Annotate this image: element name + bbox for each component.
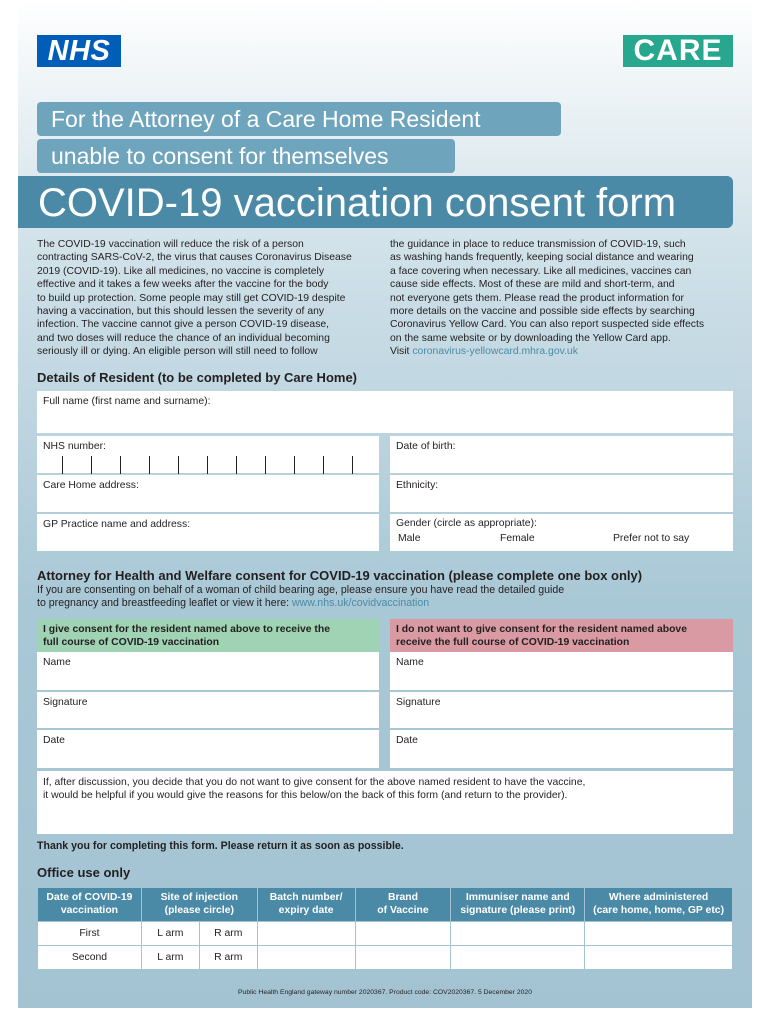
intro-line: seriously ill or dying. An eligible person will still need to follow [37,346,318,358]
reasons-field[interactable] [37,771,733,834]
digit-divider [207,456,208,474]
intro-line: contracting SARS-CoV-2, the virus that causes Coronavirus Disease [37,252,352,264]
left-arm-option[interactable]: L arm [141,922,199,946]
consent-signature-field[interactable] [37,692,379,728]
pregnancy-guidance-line-1: If you are consenting on behalf of a woman of child bearing age, please ensure you have read the detailed guide [37,584,565,596]
intro-line: not everyone gets them. Please read the product information for [390,292,684,304]
dob-field[interactable] [390,436,733,473]
consent-name-label: Name [43,657,71,668]
batch-cell[interactable] [257,922,355,946]
digit-divider [323,456,324,474]
brand-cell[interactable] [355,922,451,946]
header-line-1: For the Attorney of a Care Home Resident [37,102,561,136]
pregnancy-guidance-text: to pregnancy and breastfeeding leaflet or view it here: [37,597,292,609]
no-consent-name-label: Name [396,657,424,668]
intro-line: as washing hands frequently, keeping social distance and wearing [390,252,694,264]
digit-divider [62,456,63,474]
nhs-logo: NHS [37,35,121,67]
digit-divider [236,456,237,474]
consent-signature-label: Signature [43,697,88,708]
give-consent-line-1: I give consent for the resident named above to receive the [43,624,330,635]
no-consent-signature-field[interactable] [390,692,733,728]
digit-divider [91,456,92,474]
table-row [38,922,733,946]
left-arm-option[interactable]: L arm [141,946,199,970]
right-arm-option[interactable]: R arm [199,922,257,946]
intro-line: a face covering when necessary. Like all medicines, vaccines can [390,265,692,277]
intro-line: to build up protection. Some people may still get COVID-19 despite [37,292,346,304]
full-name-label: Full name (first name and surname): [43,396,211,407]
no-consent-signature-label: Signature [396,697,441,708]
nhs-number-digit-boxes [62,456,354,474]
no-consent-line-2: receive the full course of COVID-19 vaccination [396,636,630,648]
ethnicity-label: Ethnicity: [396,480,439,491]
nhs-number-label: NHS number: [43,441,106,452]
col-site-of-injection: Site of injection (please circle) [141,888,257,922]
col-where-administered: Where administered (care home, home, GP etc) [585,888,733,922]
intro-right-column [390,238,732,359]
pregnancy-guidance-line-2 [37,597,429,611]
intro-line: infection. The vaccine cannot give a person COVID-19 disease, [37,319,330,331]
care-home-address-field[interactable] [37,475,379,512]
intro-line: on the same website or by downloading the Yellow Card app. [390,332,671,344]
consent-date-label: Date [43,735,65,746]
attorney-heading: Attorney for Health and Welfare consent for COVID-19 vaccination (please complete one box only) [37,568,643,583]
full-name-field[interactable] [37,391,733,433]
intro-line: and two doses will reduce the chance of an individual becoming [37,332,330,344]
reasons-line-1: If, after discussion, you decide that you do not want to give consent for the above named resident to have the vaccine, [43,777,586,788]
visit-line [390,345,732,358]
intro-line: more details on the vaccine and possible side effects by searching [390,306,695,318]
col-brand: Brand of Vaccine [355,888,451,922]
footer-text: Public Health England gateway number 2020367. Product code: COV2020367. 5 December 2020 [238,989,532,996]
covid-vaccination-link[interactable]: www.nhs.uk/covidvaccination [292,597,430,609]
ethnicity-field[interactable] [390,475,733,512]
gender-option-male[interactable]: Male [398,533,421,544]
intro-line: cause side effects. Most of these are mild and short-term, and [390,279,675,291]
digit-divider [149,456,150,474]
digit-divider [294,456,295,474]
office-use-table [37,887,733,970]
row-label-second: Second [38,946,142,970]
col-date-of-vaccination: Date of COVID-19 vaccination [38,888,142,922]
gender-option-female[interactable]: Female [500,533,535,544]
no-consent-name-field[interactable] [390,652,733,690]
row-label-first: First [38,922,142,946]
digit-divider [352,456,353,474]
digit-divider [178,456,179,474]
consent-name-field[interactable] [37,652,379,690]
no-consent-date-field[interactable] [390,730,733,768]
intro-line: Coronavirus Yellow Card. You can also report suspected side effects [390,319,705,331]
intro-line: the guidance in place to reduce transmission of COVID-19, such [390,239,686,250]
intro-line: 2019 (COVID-19). Like all medicines, no vaccine is completely [37,265,325,277]
digit-divider [265,456,266,474]
care-logo: CARE [623,35,733,67]
gender-label: Gender (circle as appropriate): [396,518,537,529]
no-consent-line-1: I do not want to give consent for the resident named above [396,624,687,635]
col-batch-number: Batch number/ expiry date [257,888,355,922]
no-consent-date-label: Date [396,735,418,746]
intro-line: having a vaccination, but this should lessen the severity of any [37,306,325,318]
dob-label: Date of birth: [396,441,456,452]
where-administered-cell[interactable] [585,946,733,970]
gp-practice-label: GP Practice name and address: [43,519,191,530]
gp-practice-field[interactable] [37,514,379,551]
gender-option-prefer-not-to-say[interactable]: Prefer not to say [613,533,690,544]
batch-cell[interactable] [257,946,355,970]
visit-prefix: Visit [390,346,413,358]
page-title: COVID-19 vaccination consent form [38,181,677,225]
thank-you-note: Thank you for completing this form. Please return it as soon as possible. [37,840,404,852]
immuniser-cell[interactable] [451,946,585,970]
care-home-address-label: Care Home address: [43,480,139,491]
office-table-header-row [38,888,733,922]
brand-cell[interactable] [355,946,451,970]
col-immuniser: Immuniser name and signature (please print) [451,888,585,922]
immuniser-cell[interactable] [451,922,585,946]
reasons-line-2: it would be helpful if you would give the reasons for this below/on the back of this form (and return to the provider). [43,790,568,801]
intro-left-column [37,238,379,359]
office-use-heading: Office use only [37,865,131,880]
gender-field [390,514,733,551]
intro-line: effective and it takes a few weeks after the vaccine for the body [37,279,329,291]
digit-divider [120,456,121,474]
give-consent-line-2: full course of COVID-19 vaccination [43,636,220,648]
header-line-2: unable to consent for themselves [37,139,455,173]
where-administered-cell[interactable] [585,922,733,946]
consent-date-field[interactable] [37,730,379,768]
resident-heading: Details of Resident (to be completed by Care Home) [37,370,358,385]
intro-line: The COVID-19 vaccination will reduce the risk of a person [37,239,304,250]
no-consent-header [390,619,733,652]
table-row [38,946,733,970]
give-consent-header [37,619,379,652]
right-arm-option[interactable]: R arm [199,946,257,970]
yellowcard-link[interactable]: coronavirus-yellowcard.mhra.gov.uk [412,346,578,358]
